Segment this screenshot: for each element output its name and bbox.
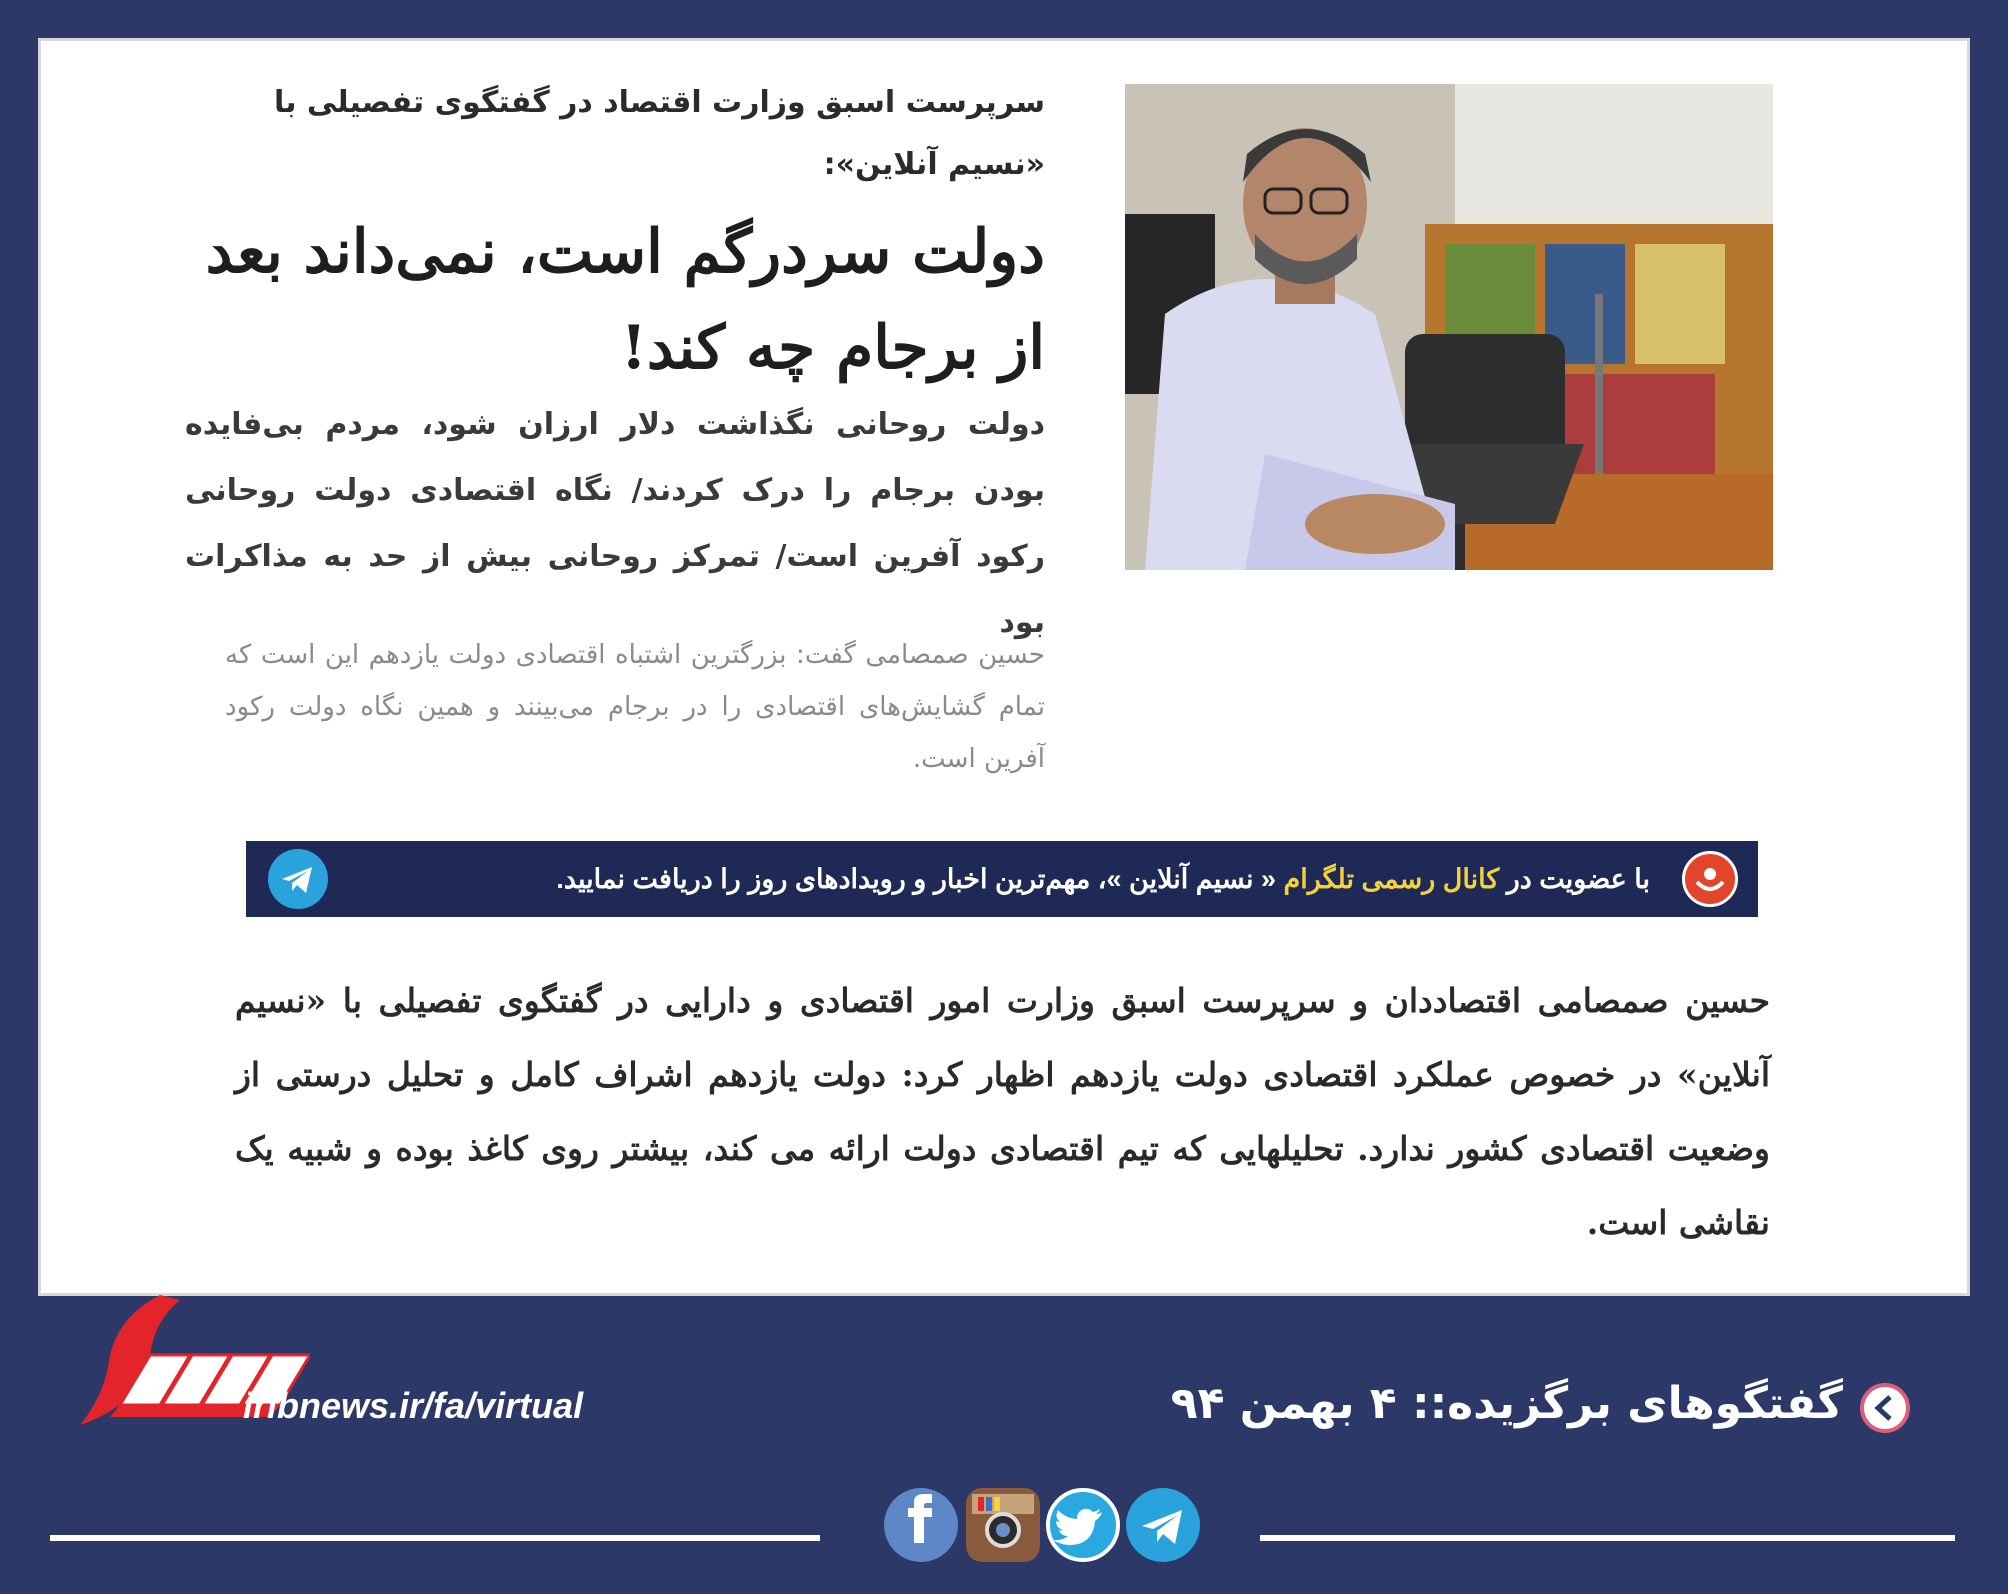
banner-text-after: « نسیم آنلاین »، مهم‌ترین اخبار و رویدادهای روز را دریافت نمایید. xyxy=(556,864,1284,894)
article-kicker: سرپرست اسبق وزارت اقتصاد در گفتگوی تفصیلی با «نسیم آنلاین»: xyxy=(273,85,1045,182)
article-lead: حسین صمصامی گفت: بزرگترین اشتباه اقتصادی دولت یازدهم این است که تمام گشایش‌های اقتصادی را در برجام می‌بینند و همین نگاه دولت رکود آفرین است. xyxy=(225,640,1045,774)
nasim-logo-icon xyxy=(1682,851,1738,907)
article-headline: دولت سردرگم است، نمی‌داند بعد از برجام چه کند! xyxy=(205,217,1045,383)
instagram-icon[interactable] xyxy=(966,1488,1040,1562)
chevron-left-icon[interactable] xyxy=(1860,1383,1910,1433)
footer-rule-right xyxy=(1260,1535,1955,1541)
torn-edge xyxy=(50,1254,1955,1294)
twitter-icon[interactable] xyxy=(1046,1488,1120,1562)
article-body: حسین صمصامی اقتصاددان و سرپرست اسبق وزارت امور اقتصادی و دارایی در گفتگوی تفصیلی با «نسیم آنلاین» در خصوص عملکرد اقتصادی دولت یازدهم اظهار کرد: دولت یازدهم اشراف کامل و تحلیل درستی از وضعیت اقتصادی کشور ندارد. تحلیلهایی که تیم اقتصادی دولت ارائه می کند، بیشتر روی کاغذ بوده و شبیه یک نقاشی است. xyxy=(235,981,1770,1242)
telegram-banner[interactable] xyxy=(246,841,1758,917)
interviewee-photo xyxy=(1125,84,1773,570)
telegram-footer-icon[interactable] xyxy=(1126,1488,1200,1562)
article-card xyxy=(50,44,1960,1292)
article-subhead: دولت روحانی نگذاشت دلار ارزان شود، مردم بی‌فایده بودن برجام را درک کردند/ نگاه اقتصادی دولت روحانی رکود آفرین است/ تمرکز روحانی بیش از حد به مذاکرات بود xyxy=(185,407,1045,640)
footer-title: گفتگوهای برگزیده:: ۴ بهمن ۹۴ xyxy=(1170,1378,1843,1429)
banner-text-highlight: کانال رسمی تلگرام xyxy=(1283,864,1500,894)
facebook-icon[interactable] xyxy=(884,1488,958,1562)
banner-text-before: با عضویت در xyxy=(1499,864,1650,894)
footer-rule-left xyxy=(50,1535,820,1541)
telegram-icon[interactable] xyxy=(268,849,328,909)
footer-url[interactable]: iribnews.ir/fa/virtual xyxy=(243,1385,584,1426)
banner-text xyxy=(556,841,1650,917)
